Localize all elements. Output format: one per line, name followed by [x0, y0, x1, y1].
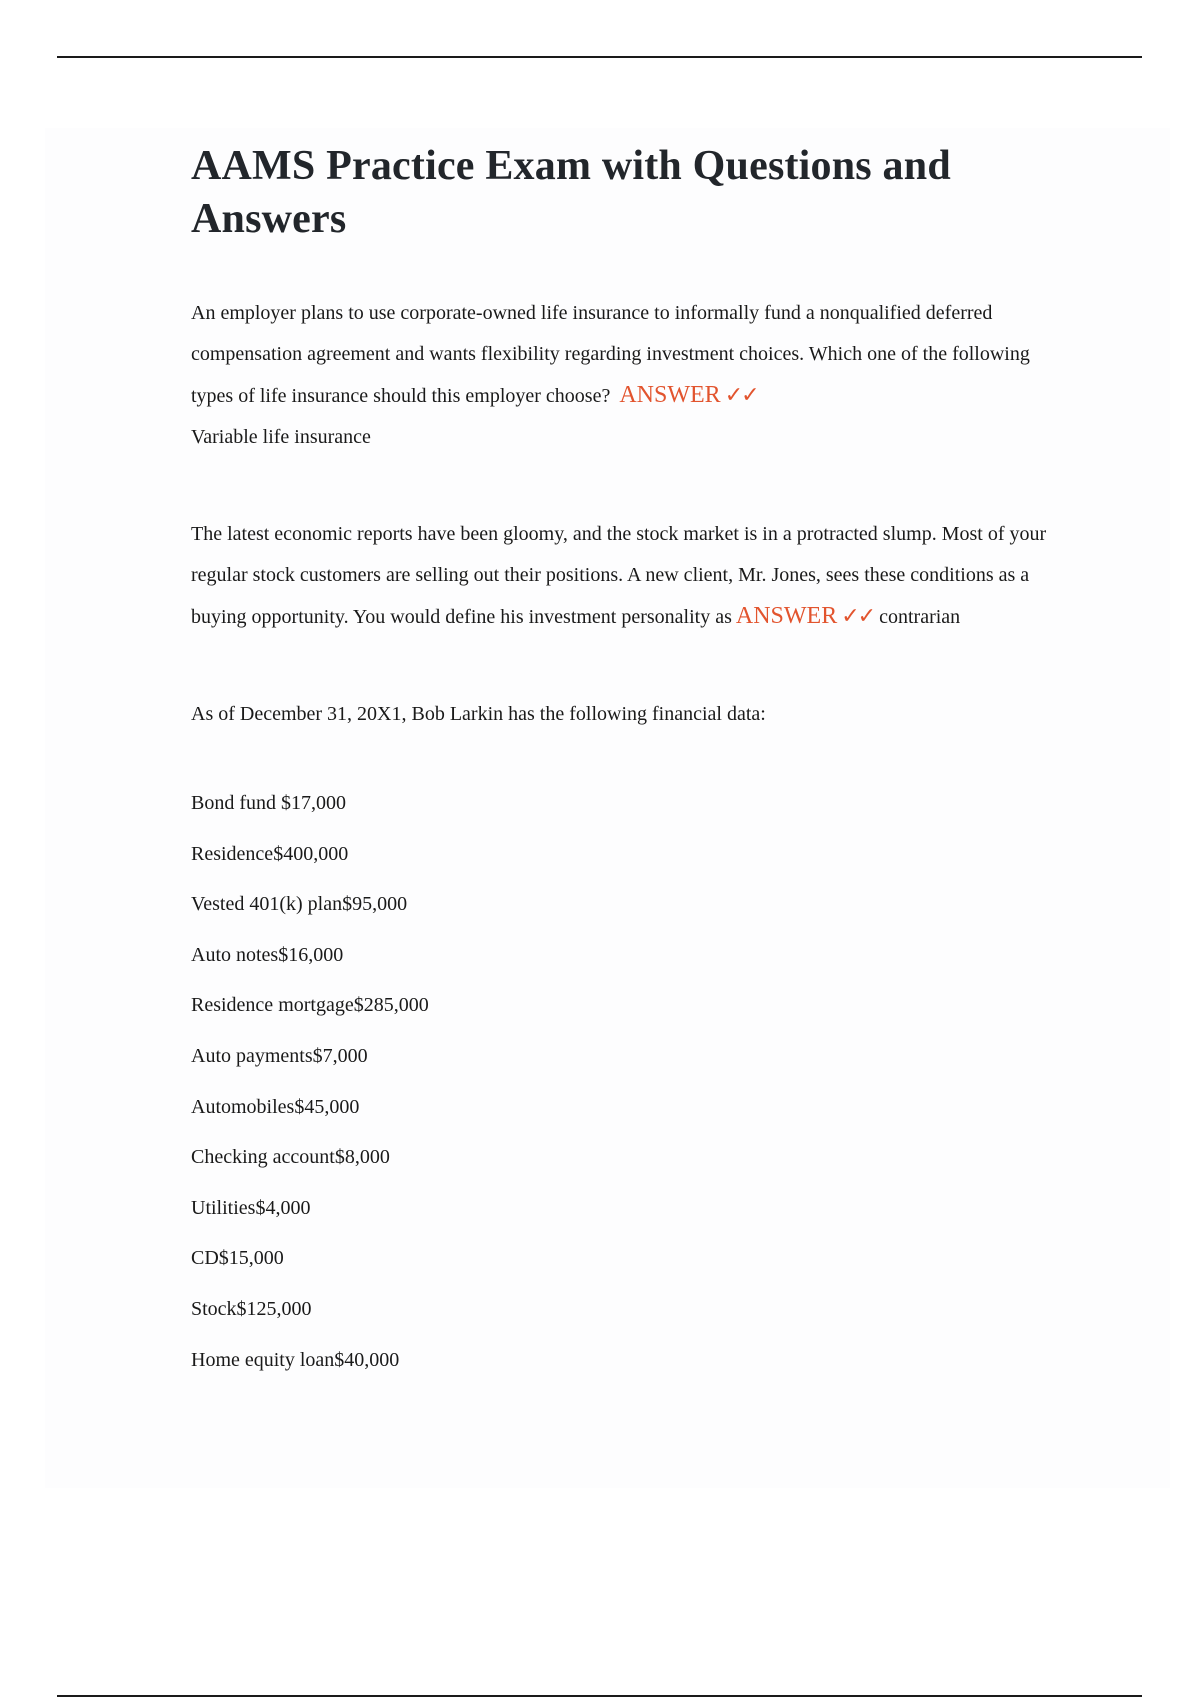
list-item: CD$15,000: [191, 1247, 284, 1270]
question-1-text: [191, 293, 1051, 417]
question-2-answer: contrarian: [879, 606, 961, 628]
answer-label: ANSWER: [619, 382, 721, 408]
list-item: Home equity loan$40,000: [191, 1348, 400, 1371]
header-rule: [57, 56, 1142, 58]
list-item: Auto payments$7,000: [191, 1044, 368, 1067]
question-1: [191, 293, 1051, 458]
page-title: AAMS Practice Exam with Questions and Answers: [191, 143, 951, 242]
document-content: [191, 140, 1051, 1398]
double-checkmark-icon: ✓✓: [724, 383, 758, 408]
list-item: Bond fund $17,000: [191, 792, 346, 814]
question-2: [191, 514, 1051, 638]
footer-rule: [57, 1695, 1142, 1697]
financial-data-list: [191, 791, 1051, 1372]
question-2-prompt: The latest economic reports have been gloomy, and the stock market is in a protracted slump. Most of your regular stock customers are selling out their positions. A new client, Mr. Jones, sees these conditions as a buying opportunity. You would define his investment personality as: [191, 523, 1047, 628]
question-2-text: [191, 514, 1051, 638]
list-item: Checking account$8,000: [191, 1146, 390, 1169]
list-item: Residence$400,000: [191, 842, 349, 865]
question-1-answer: Variable life insurance: [191, 426, 371, 448]
list-item: Utilities$4,000: [191, 1196, 311, 1219]
list-item: Stock$125,000: [191, 1297, 312, 1320]
list-item: Residence mortgage$285,000: [191, 994, 429, 1017]
question-3: [191, 694, 1051, 735]
question-3-text: As of December 31, 20X1, Bob Larkin has the following financial data:: [191, 703, 766, 725]
question-1-prompt: An employer plans to use corporate-owned life insurance to informally fund a nonqualified deferred compensation agreement and wants flexibility regarding investment choices. Which one of the following types of life insurance should this employer choose?: [191, 302, 1030, 407]
answer-label: ANSWER: [735, 603, 838, 629]
list-item: Vested 401(k) plan$95,000: [191, 893, 408, 916]
double-checkmark-icon: ✓✓: [841, 604, 875, 629]
list-item: Automobiles$45,000: [191, 1095, 360, 1118]
list-item: Auto notes$16,000: [191, 943, 344, 966]
